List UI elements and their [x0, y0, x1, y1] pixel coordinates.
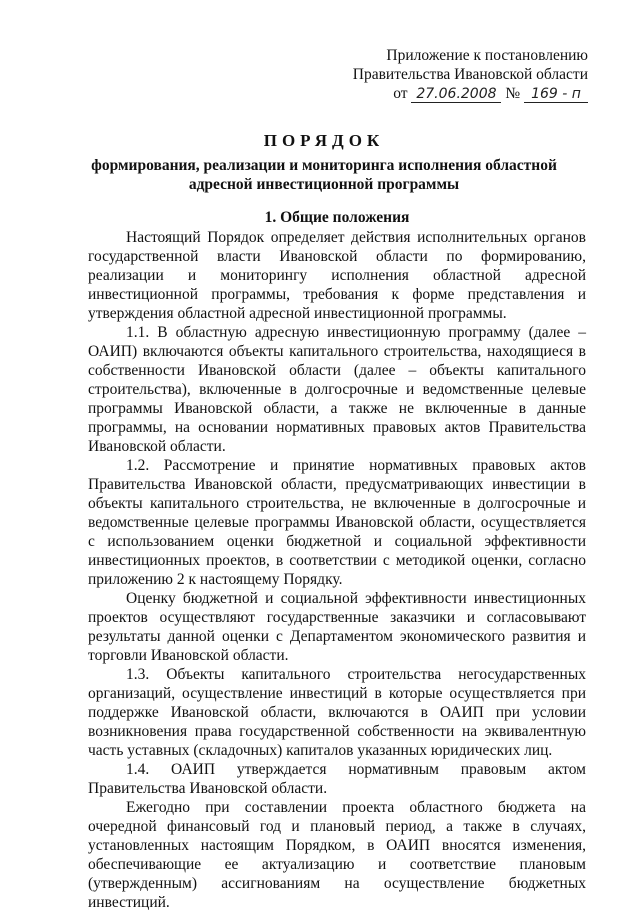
paragraph-evaluation: Оценку бюджетной и социальной эффективности инвестиционных проектов осуществляют государственные заказчики и согласовывают результаты данной оценки с Департаментом экономического развития и торговли Ивановской области.: [88, 590, 586, 664]
appendix-header: [348, 46, 588, 103]
number-label: №: [505, 85, 521, 102]
from-label: от: [393, 85, 408, 102]
title-subtitle: формирования, реализации и мониторинга исполнения областной адресной инвестиционной программы: [91, 157, 557, 193]
handwritten-number: 169 - п: [524, 86, 588, 103]
section-heading: 1. Общие положения: [264, 209, 410, 226]
paragraph-1-4: 1.4. ОАИП утверждается нормативным правовым актом Правительства Ивановской области.: [88, 761, 586, 797]
paragraph-1-3: 1.3. Объекты капитального строительства негосударственных организаций, осуществление инвестиций в которые осуществляется при поддержке Ивановской области, включаются в ОАИП при условии возникновения права государственной собственности на эквивалентную часть уставных (складочных) капиталов указанных юридических лиц.: [88, 666, 586, 759]
appendix-line-3: [348, 84, 588, 103]
document-body: [88, 208, 586, 912]
paragraph-1-2: 1.2. Рассмотрение и принятие нормативных правовых актов Правительства Ивановской области, предусматривающих инвестиции в объекты капитального строительства, не включенные в долгосрочные и ведомственные целевые программы Ивановской области, осуществляется с использованием оценки бюджетной и социальной эффективности инвестиционных проектов, в соответствии с методикой оценки, согласно приложению 2 к настоящему Порядку.: [88, 457, 586, 588]
paragraph-annual: Ежегодно при составлении проекта областного бюджета на очередной финансовый год и плановый период, а также в случаях, установленных настоящим Порядком, в ОАИП вносятся изменения, обеспечивающие ее актуализацию и соответствие плановым (утвержденным) ассигнованиям на осуществление бюджетных инвестиций.: [88, 799, 586, 911]
handwritten-date: 27.06.2008: [411, 86, 501, 103]
paragraph-intro: Настоящий Порядок определяет действия исполнительных органов государственной власти Ивановской области по формированию, реализации и мониторингу исполнения областной адресной инвестиционной программы, требования к форме представления и утверждения областной адресной инвестиционной программы.: [88, 229, 586, 322]
paragraph-1-1: 1.1. В областную адресную инвестиционную программу (далее – ОАИП) включаются объекты капитального строительства, находящиеся в собственности Ивановской области (далее – объекты капитального строительства), включенные в долгосрочные и ведомственные целевые программы Ивановской области, а также не включенные в данные программы, на основании нормативных правовых актов Правительства Ивановской области.: [88, 324, 586, 455]
appendix-line-2: Правительства Ивановской области: [352, 66, 588, 83]
title-main: ПОРЯДОК: [263, 131, 385, 150]
appendix-line-1: Приложение к постановлению: [386, 47, 588, 64]
document-title: [60, 130, 588, 194]
